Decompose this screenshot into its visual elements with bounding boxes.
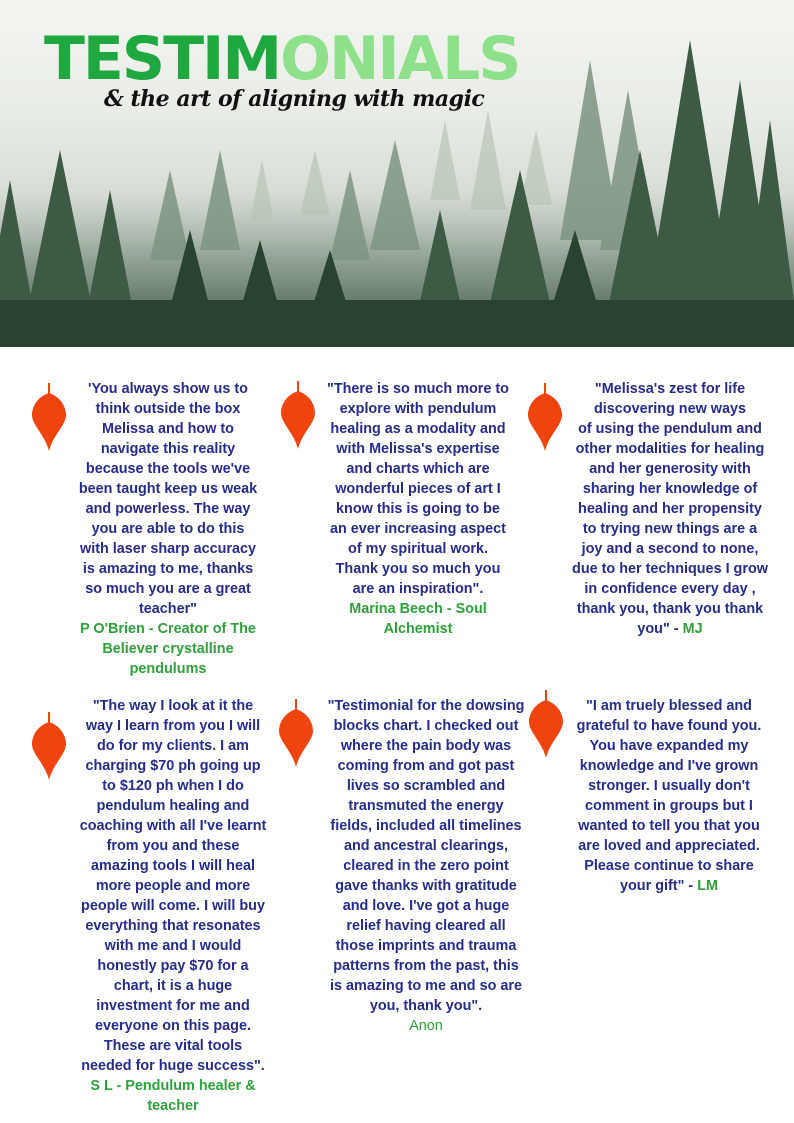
testimonial-author: S L - Pendulum healer & teacher	[90, 1078, 256, 1114]
testimonial-card	[566, 379, 774, 639]
pendulum-icon	[527, 383, 563, 453]
testimonial-quote: 'You always show us to think outside the box Melissa and how to navigate this reality because the tools we've been taught keep us weak and powerless. The way you are able to do this with laser sharp accuracy is amazing to me, thanks so much you are a great teacher"	[78, 381, 258, 617]
pendulum-icon	[31, 383, 67, 453]
title-part-dark: TESTIM	[44, 24, 281, 94]
hero-banner	[0, 0, 794, 347]
author-separator: -	[669, 621, 683, 637]
testimonial-author: P O'Brien - Creator of The Believer crystalline pendulums	[80, 621, 256, 677]
pendulum-icon	[528, 690, 564, 760]
testimonial-author: MJ	[682, 621, 703, 637]
testimonial-author: Marina Beech - Soul Alchemist	[349, 601, 487, 637]
testimonial-quote: "There is so much more to explore with pendulum healing as a modality and with Melissa's expertise and charts which are wonderful pieces of art I know this is going to be an ever increasing aspect of my spiritual work. Thank you so much you are an inspiration".	[327, 381, 509, 597]
author-separator: -	[684, 878, 698, 894]
pendulum-icon	[31, 712, 67, 782]
testimonial-quote: "I am truely blessed and grateful to have found you. You have expanded my knowledge and I've grown stronger. I usually don't comment in groups but I wanted to tell you that you are loved and appreciated. Please continue to share your gift" - LM	[576, 698, 762, 894]
page-subtitle: & the art of aligning with magic	[104, 86, 485, 112]
testimonial-card	[568, 696, 770, 896]
title-part-light: ONIALS	[280, 24, 520, 94]
testimonial-card	[318, 379, 518, 639]
pendulum-icon	[278, 699, 314, 769]
testimonial-quote: "Melissa's zest for life discovering new ways of using the pendulum and other modalities for healing and her generosity with sharing her knowledge of healing and her propensity to trying new things are a joy and a second to none, due to her techniques I grow in confidence every day , thank you, thank you thank you" - MJ	[572, 381, 768, 637]
testimonial-card	[72, 379, 264, 679]
pendulum-icon	[280, 381, 316, 451]
testimonial-quote: "Testimonial for the dowsing blocks chart. I checked out where the pain body was coming from and got past lives so scrambled and transmuted the energy fields, included all timelines and ancestral clearings, cleared in the zero point gave thanks with gratitude and love. I've got a huge relief having cleared all those imprints and trauma patterns from the past, this is amazing to me and so are you, thank you".	[327, 698, 525, 1014]
testimonial-author: LM	[697, 878, 718, 894]
testimonial-author: Anon	[409, 1018, 443, 1034]
testimonial-quote: "The way I look at it the way I learn from you I will do for my clients. I am charging $70 ph going up to $120 ph when I do pendulum healing and coaching with all I've learnt from you and these amazing tools I will heal more people and more people will come. I will buy everything that resonates with me and I would honestly pay $70 for a chart, it is a huge investment for me and everyone on this page. These are vital tools needed for huge success".	[79, 698, 267, 1074]
testimonial-card	[320, 696, 532, 1036]
page-title	[44, 24, 520, 94]
testimonial-card	[72, 696, 274, 1116]
